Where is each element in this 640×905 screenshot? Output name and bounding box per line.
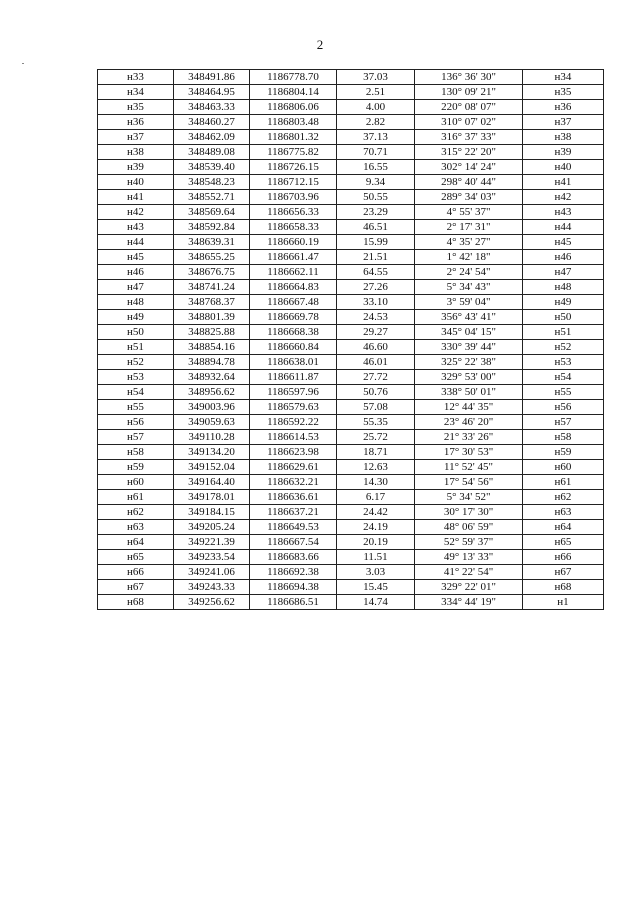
distance-cell: 2.51 xyxy=(337,85,415,100)
distance-cell: 24.53 xyxy=(337,310,415,325)
point-to-cell: н48 xyxy=(523,280,604,295)
x-coordinate-cell: 348801.39 xyxy=(174,310,250,325)
bearing-cell: 334° 44' 19" xyxy=(415,595,523,610)
table-row xyxy=(98,265,604,280)
point-from-cell: н44 xyxy=(98,235,174,250)
point-from-cell: н60 xyxy=(98,475,174,490)
x-coordinate-cell: 348676.75 xyxy=(174,265,250,280)
distance-cell: 2.82 xyxy=(337,115,415,130)
distance-cell: 6.17 xyxy=(337,490,415,505)
bearing-cell: 315° 22' 20" xyxy=(415,145,523,160)
bearing-cell: 30° 17' 30" xyxy=(415,505,523,520)
point-to-cell: н42 xyxy=(523,190,604,205)
x-coordinate-cell: 349241.06 xyxy=(174,565,250,580)
y-coordinate-cell: 1186775.82 xyxy=(250,145,337,160)
point-to-cell: н44 xyxy=(523,220,604,235)
x-coordinate-cell: 349184.15 xyxy=(174,505,250,520)
x-coordinate-cell: 348956.62 xyxy=(174,385,250,400)
point-to-cell: н45 xyxy=(523,235,604,250)
point-to-cell: н41 xyxy=(523,175,604,190)
x-coordinate-cell: 348548.23 xyxy=(174,175,250,190)
bearing-cell: 220° 08' 07" xyxy=(415,100,523,115)
point-from-cell: н40 xyxy=(98,175,174,190)
bearing-cell: 4° 55' 37" xyxy=(415,205,523,220)
bearing-cell: 4° 35' 27" xyxy=(415,235,523,250)
table-row xyxy=(98,85,604,100)
bearing-cell: 345° 04' 15" xyxy=(415,325,523,340)
distance-cell: 27.72 xyxy=(337,370,415,385)
table-row xyxy=(98,190,604,205)
point-from-cell: н55 xyxy=(98,400,174,415)
table-row xyxy=(98,505,604,520)
bearing-cell: 17° 54' 56" xyxy=(415,475,523,490)
x-coordinate-cell: 348932.64 xyxy=(174,370,250,385)
bearing-cell: 23° 46' 20" xyxy=(415,415,523,430)
distance-cell: 27.26 xyxy=(337,280,415,295)
x-coordinate-cell: 349059.63 xyxy=(174,415,250,430)
distance-cell: 20.19 xyxy=(337,535,415,550)
y-coordinate-cell: 1186597.96 xyxy=(250,385,337,400)
y-coordinate-cell: 1186611.87 xyxy=(250,370,337,385)
y-coordinate-cell: 1186667.54 xyxy=(250,535,337,550)
table-row xyxy=(98,430,604,445)
x-coordinate-cell: 349003.96 xyxy=(174,400,250,415)
point-to-cell: н46 xyxy=(523,250,604,265)
x-coordinate-cell: 348741.24 xyxy=(174,280,250,295)
bearing-cell: 11° 52' 45" xyxy=(415,460,523,475)
point-to-cell: н54 xyxy=(523,370,604,385)
table-row xyxy=(98,370,604,385)
table-row xyxy=(98,340,604,355)
point-to-cell: н53 xyxy=(523,355,604,370)
y-coordinate-cell: 1186712.15 xyxy=(250,175,337,190)
distance-cell: 25.72 xyxy=(337,430,415,445)
x-coordinate-cell: 349243.33 xyxy=(174,580,250,595)
point-from-cell: н37 xyxy=(98,130,174,145)
bearing-cell: 3° 59' 04" xyxy=(415,295,523,310)
distance-cell: 24.19 xyxy=(337,520,415,535)
point-from-cell: н38 xyxy=(98,145,174,160)
x-coordinate-cell: 349134.20 xyxy=(174,445,250,460)
distance-cell: 57.08 xyxy=(337,400,415,415)
point-from-cell: н35 xyxy=(98,100,174,115)
y-coordinate-cell: 1186803.48 xyxy=(250,115,337,130)
bearing-cell: 1° 42' 18" xyxy=(415,250,523,265)
x-coordinate-cell: 348463.33 xyxy=(174,100,250,115)
x-coordinate-cell: 348489.08 xyxy=(174,145,250,160)
point-to-cell: н43 xyxy=(523,205,604,220)
x-coordinate-cell: 348491.86 xyxy=(174,70,250,85)
distance-cell: 55.35 xyxy=(337,415,415,430)
point-to-cell: н62 xyxy=(523,490,604,505)
bearing-cell: 130° 09' 21" xyxy=(415,85,523,100)
y-coordinate-cell: 1186778.70 xyxy=(250,70,337,85)
table-row xyxy=(98,130,604,145)
y-coordinate-cell: 1186660.84 xyxy=(250,340,337,355)
x-coordinate-cell: 348768.37 xyxy=(174,295,250,310)
point-to-cell: н59 xyxy=(523,445,604,460)
point-to-cell: н63 xyxy=(523,505,604,520)
y-coordinate-cell: 1186649.53 xyxy=(250,520,337,535)
point-to-cell: н64 xyxy=(523,520,604,535)
y-coordinate-cell: 1186637.21 xyxy=(250,505,337,520)
coordinates-table xyxy=(97,69,604,610)
distance-cell: 15.45 xyxy=(337,580,415,595)
point-to-cell: н52 xyxy=(523,340,604,355)
distance-cell: 46.01 xyxy=(337,355,415,370)
y-coordinate-cell: 1186658.33 xyxy=(250,220,337,235)
y-coordinate-cell: 1186806.06 xyxy=(250,100,337,115)
y-coordinate-cell: 1186804.14 xyxy=(250,85,337,100)
point-from-cell: н57 xyxy=(98,430,174,445)
distance-cell: 3.03 xyxy=(337,565,415,580)
bearing-cell: 17° 30' 53" xyxy=(415,445,523,460)
y-coordinate-cell: 1186669.78 xyxy=(250,310,337,325)
point-from-cell: н62 xyxy=(98,505,174,520)
y-coordinate-cell: 1186726.15 xyxy=(250,160,337,175)
point-from-cell: н56 xyxy=(98,415,174,430)
distance-cell: 64.55 xyxy=(337,265,415,280)
bearing-cell: 298° 40' 44" xyxy=(415,175,523,190)
point-from-cell: н51 xyxy=(98,340,174,355)
table-row xyxy=(98,550,604,565)
x-coordinate-cell: 348539.40 xyxy=(174,160,250,175)
y-coordinate-cell: 1186692.38 xyxy=(250,565,337,580)
distance-cell: 16.55 xyxy=(337,160,415,175)
bearing-cell: 49° 13' 33" xyxy=(415,550,523,565)
point-to-cell: н50 xyxy=(523,310,604,325)
table-row xyxy=(98,235,604,250)
y-coordinate-cell: 1186683.66 xyxy=(250,550,337,565)
bearing-cell: 2° 17' 31" xyxy=(415,220,523,235)
point-to-cell: н67 xyxy=(523,565,604,580)
x-coordinate-cell: 348894.78 xyxy=(174,355,250,370)
point-to-cell: н58 xyxy=(523,430,604,445)
bearing-cell: 52° 59' 37" xyxy=(415,535,523,550)
point-from-cell: н33 xyxy=(98,70,174,85)
y-coordinate-cell: 1186656.33 xyxy=(250,205,337,220)
bearing-cell: 325° 22' 38" xyxy=(415,355,523,370)
y-coordinate-cell: 1186660.19 xyxy=(250,235,337,250)
x-coordinate-cell: 349164.40 xyxy=(174,475,250,490)
point-from-cell: н49 xyxy=(98,310,174,325)
point-from-cell: н64 xyxy=(98,535,174,550)
x-coordinate-cell: 348460.27 xyxy=(174,115,250,130)
point-from-cell: н58 xyxy=(98,445,174,460)
point-to-cell: н37 xyxy=(523,115,604,130)
point-to-cell: н60 xyxy=(523,460,604,475)
x-coordinate-cell: 348655.25 xyxy=(174,250,250,265)
table-row xyxy=(98,145,604,160)
table-row xyxy=(98,280,604,295)
scan-speck xyxy=(22,63,24,64)
distance-cell: 50.55 xyxy=(337,190,415,205)
x-coordinate-cell: 349233.54 xyxy=(174,550,250,565)
x-coordinate-cell: 348592.84 xyxy=(174,220,250,235)
x-coordinate-cell: 349178.01 xyxy=(174,490,250,505)
x-coordinate-cell: 348569.64 xyxy=(174,205,250,220)
point-from-cell: н47 xyxy=(98,280,174,295)
point-from-cell: н65 xyxy=(98,550,174,565)
table-row xyxy=(98,310,604,325)
point-to-cell: н38 xyxy=(523,130,604,145)
table-row xyxy=(98,100,604,115)
distance-cell: 23.29 xyxy=(337,205,415,220)
y-coordinate-cell: 1186623.98 xyxy=(250,445,337,460)
bearing-cell: 338° 50' 01" xyxy=(415,385,523,400)
distance-cell: 4.00 xyxy=(337,100,415,115)
point-to-cell: н55 xyxy=(523,385,604,400)
table-row xyxy=(98,535,604,550)
y-coordinate-cell: 1186667.48 xyxy=(250,295,337,310)
distance-cell: 46.60 xyxy=(337,340,415,355)
table-row xyxy=(98,400,604,415)
y-coordinate-cell: 1186579.63 xyxy=(250,400,337,415)
y-coordinate-cell: 1186629.61 xyxy=(250,460,337,475)
y-coordinate-cell: 1186664.83 xyxy=(250,280,337,295)
x-coordinate-cell: 349110.28 xyxy=(174,430,250,445)
y-coordinate-cell: 1186638.01 xyxy=(250,355,337,370)
distance-cell: 15.99 xyxy=(337,235,415,250)
x-coordinate-cell: 349256.62 xyxy=(174,595,250,610)
bearing-cell: 329° 22' 01" xyxy=(415,580,523,595)
distance-cell: 50.76 xyxy=(337,385,415,400)
point-from-cell: н46 xyxy=(98,265,174,280)
point-from-cell: н59 xyxy=(98,460,174,475)
table-row xyxy=(98,460,604,475)
point-from-cell: н39 xyxy=(98,160,174,175)
point-from-cell: н50 xyxy=(98,325,174,340)
distance-cell: 33.10 xyxy=(337,295,415,310)
coordinates-table-body xyxy=(98,70,604,610)
table-row xyxy=(98,325,604,340)
x-coordinate-cell: 349152.04 xyxy=(174,460,250,475)
table-row xyxy=(98,445,604,460)
point-to-cell: н66 xyxy=(523,550,604,565)
table-row xyxy=(98,295,604,310)
point-to-cell: н47 xyxy=(523,265,604,280)
x-coordinate-cell: 349205.24 xyxy=(174,520,250,535)
point-from-cell: н45 xyxy=(98,250,174,265)
point-to-cell: н68 xyxy=(523,580,604,595)
y-coordinate-cell: 1186661.47 xyxy=(250,250,337,265)
x-coordinate-cell: 348639.31 xyxy=(174,235,250,250)
point-from-cell: н67 xyxy=(98,580,174,595)
point-to-cell: н56 xyxy=(523,400,604,415)
bearing-cell: 12° 44' 35" xyxy=(415,400,523,415)
point-from-cell: н42 xyxy=(98,205,174,220)
table-row xyxy=(98,565,604,580)
y-coordinate-cell: 1186703.96 xyxy=(250,190,337,205)
point-from-cell: н53 xyxy=(98,370,174,385)
point-to-cell: н40 xyxy=(523,160,604,175)
bearing-cell: 136° 36' 30" xyxy=(415,70,523,85)
y-coordinate-cell: 1186694.38 xyxy=(250,580,337,595)
distance-cell: 37.13 xyxy=(337,130,415,145)
bearing-cell: 302° 14' 24" xyxy=(415,160,523,175)
table-row xyxy=(98,70,604,85)
y-coordinate-cell: 1186801.32 xyxy=(250,130,337,145)
point-to-cell: н49 xyxy=(523,295,604,310)
distance-cell: 46.51 xyxy=(337,220,415,235)
point-from-cell: н63 xyxy=(98,520,174,535)
table-row xyxy=(98,250,604,265)
bearing-cell: 316° 37' 33" xyxy=(415,130,523,145)
distance-cell: 14.74 xyxy=(337,595,415,610)
table-row xyxy=(98,115,604,130)
table-row xyxy=(98,160,604,175)
y-coordinate-cell: 1186592.22 xyxy=(250,415,337,430)
point-to-cell: н51 xyxy=(523,325,604,340)
table-row xyxy=(98,580,604,595)
point-from-cell: н52 xyxy=(98,355,174,370)
x-coordinate-cell: 348825.88 xyxy=(174,325,250,340)
bearing-cell: 289° 34' 03" xyxy=(415,190,523,205)
bearing-cell: 329° 53' 00" xyxy=(415,370,523,385)
point-to-cell: н1 xyxy=(523,595,604,610)
table-row xyxy=(98,175,604,190)
bearing-cell: 356° 43' 41" xyxy=(415,310,523,325)
distance-cell: 24.42 xyxy=(337,505,415,520)
point-from-cell: н43 xyxy=(98,220,174,235)
point-from-cell: н54 xyxy=(98,385,174,400)
table-row xyxy=(98,205,604,220)
table-row xyxy=(98,490,604,505)
bearing-cell: 2° 24' 54" xyxy=(415,265,523,280)
point-from-cell: н34 xyxy=(98,85,174,100)
table-row xyxy=(98,475,604,490)
distance-cell: 18.71 xyxy=(337,445,415,460)
distance-cell: 29.27 xyxy=(337,325,415,340)
bearing-cell: 48° 06' 59" xyxy=(415,520,523,535)
x-coordinate-cell: 348552.71 xyxy=(174,190,250,205)
table-row xyxy=(98,220,604,235)
x-coordinate-cell: 348854.16 xyxy=(174,340,250,355)
table-row xyxy=(98,385,604,400)
table-row xyxy=(98,415,604,430)
y-coordinate-cell: 1186662.11 xyxy=(250,265,337,280)
point-from-cell: н61 xyxy=(98,490,174,505)
distance-cell: 70.71 xyxy=(337,145,415,160)
distance-cell: 9.34 xyxy=(337,175,415,190)
x-coordinate-cell: 348464.95 xyxy=(174,85,250,100)
y-coordinate-cell: 1186668.38 xyxy=(250,325,337,340)
point-to-cell: н34 xyxy=(523,70,604,85)
distance-cell: 12.63 xyxy=(337,460,415,475)
y-coordinate-cell: 1186636.61 xyxy=(250,490,337,505)
table-row xyxy=(98,595,604,610)
y-coordinate-cell: 1186614.53 xyxy=(250,430,337,445)
point-from-cell: н66 xyxy=(98,565,174,580)
distance-cell: 11.51 xyxy=(337,550,415,565)
distance-cell: 37.03 xyxy=(337,70,415,85)
bearing-cell: 310° 07' 02" xyxy=(415,115,523,130)
bearing-cell: 5° 34' 43" xyxy=(415,280,523,295)
point-to-cell: н36 xyxy=(523,100,604,115)
table-row xyxy=(98,355,604,370)
bearing-cell: 330° 39' 44" xyxy=(415,340,523,355)
point-from-cell: н68 xyxy=(98,595,174,610)
point-from-cell: н48 xyxy=(98,295,174,310)
point-to-cell: н61 xyxy=(523,475,604,490)
x-coordinate-cell: 348462.09 xyxy=(174,130,250,145)
distance-cell: 14.30 xyxy=(337,475,415,490)
bearing-cell: 41° 22' 54" xyxy=(415,565,523,580)
table-row xyxy=(98,520,604,535)
bearing-cell: 5° 34' 52" xyxy=(415,490,523,505)
point-from-cell: н36 xyxy=(98,115,174,130)
bearing-cell: 21° 33' 26" xyxy=(415,430,523,445)
page-number: 2 xyxy=(316,37,324,52)
y-coordinate-cell: 1186632.21 xyxy=(250,475,337,490)
x-coordinate-cell: 349221.39 xyxy=(174,535,250,550)
point-from-cell: н41 xyxy=(98,190,174,205)
point-to-cell: н39 xyxy=(523,145,604,160)
point-to-cell: н65 xyxy=(523,535,604,550)
point-to-cell: н35 xyxy=(523,85,604,100)
y-coordinate-cell: 1186686.51 xyxy=(250,595,337,610)
point-to-cell: н57 xyxy=(523,415,604,430)
distance-cell: 21.51 xyxy=(337,250,415,265)
